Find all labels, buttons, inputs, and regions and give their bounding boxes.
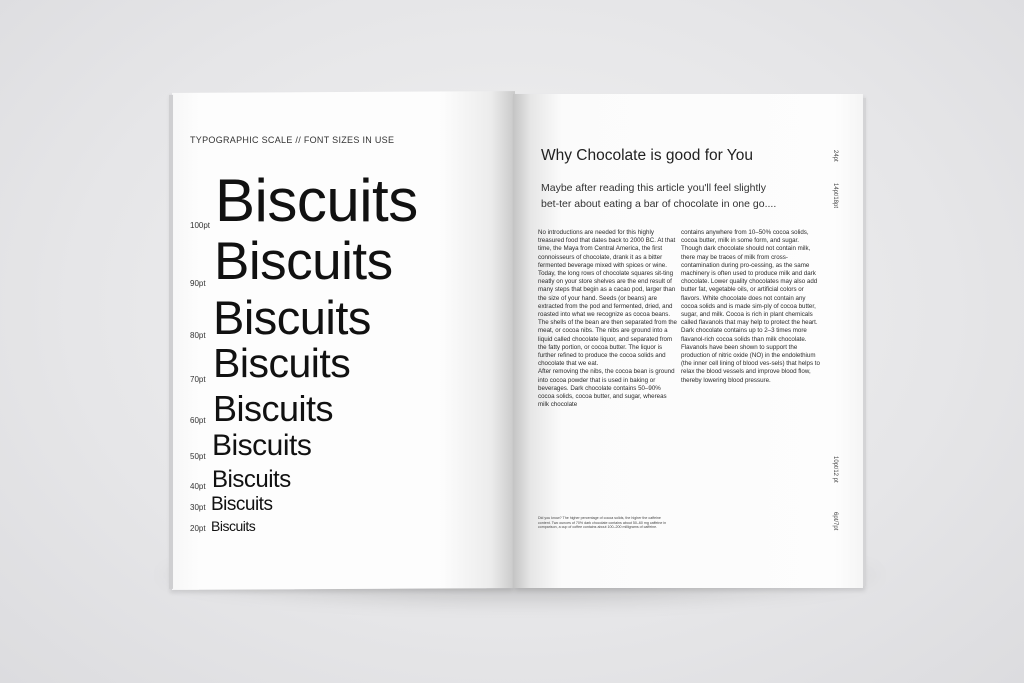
scale-label-70pt: 70pt <box>190 375 206 384</box>
scale-label-20pt: 20pt <box>190 524 206 533</box>
scale-label-90pt: 90pt <box>190 279 206 288</box>
body-paragraph-3: contains anywhere from 10–50% cocoa solids, cocoa butter, milk in some form, and sugar. Though dark chocolate should not contain milk, there may be traces of milk from cross-contamination during pro-cessing, as the same machinery is often used to produce milk and dark chocolate. Lower quality chocolates may also add butter fat, vegetable oils, or artificial colors or flavors. White chocolate does not contain any cocoa solids and is made sim-ply of cocoa butter, sugar, and milk. Cocoa is rich in plant chemicals called flavanols that may help to protect the heart. Dark chocolate contains up to 2–3 times more flavanol-rich cocoa solids than milk chocolate. Flavanols have been shown to support the production of nitric oxide (NO) in the endolethium (the inner cell lining of blood ves-sels) that helps to relax the blood vessels and improve blood flow, thereby lowering blood pressure. <box>681 229 820 384</box>
body-column-2 <box>681 229 821 385</box>
body-paragraph-2: After removing the nibs, the cocoa bean is ground into cocoa powder that is used in baking or beverages. Dark chocolate contains 50–90% cocoa solids, cocoa butter, and sugar, whereas milk chocolate <box>538 368 675 409</box>
scale-word-60pt: Biscuits <box>213 388 334 429</box>
side-label-footnote-size: 6pt/7pt <box>832 512 838 531</box>
scale-word-100pt: Biscuits <box>215 167 418 234</box>
scale-label-100pt: 100pt <box>190 221 211 230</box>
scale-word-30pt: Biscuits <box>211 494 273 515</box>
side-label-body-size: 10pt/12 pt <box>832 456 838 483</box>
scale-word-70pt: Biscuits <box>213 340 351 386</box>
scale-label-50pt: 50pt <box>190 452 206 461</box>
body-column-1 <box>538 229 678 409</box>
scale-label-60pt: 60pt <box>190 416 206 425</box>
scale-word-80pt: Biscuits <box>213 291 371 344</box>
side-label-title-size: 24pt <box>832 150 838 162</box>
scale-word-50pt: Biscuits <box>212 429 312 462</box>
scale-word-20pt: Biscuits <box>211 518 256 534</box>
footnote: Did you know? The higher percentage of cocoa solids, the higher the caffeine content. Two ounces of 70% dark chocolate contains about 50–60 mg caffeine in comparison, a cup of coffee contains about 100–200 milligrams of caffeine. <box>538 516 667 530</box>
scale-label-80pt: 80pt <box>190 331 206 340</box>
scale-label-40pt: 40pt <box>190 482 206 491</box>
page-header: TYPOGRAPHIC SCALE // FONT SIZES IN USE <box>190 135 395 145</box>
article-title: Why Chocolate is good for You <box>541 147 753 164</box>
scale-word-90pt: Biscuits <box>214 232 393 291</box>
body-paragraph-1: No introductions are needed for this highly treasured food that dates back to 2000 BC. At that time, the Maya from Central America, the first connoisseurs of chocolate, drank it as a bitter fermented beverage mixed with spices or wine. Today, the long rows of chocolate squares sit-ting neatly on your store shelves are the end result of many steps that begin as a cacao pod, larger than the size of your hand. Seeds (or beans) are extracted from the pod and fermented, dried, and roasted into what we recognize as cocoa beans. The shells of the bean are then separated from the meat, or cocoa nibs. The nibs are ground into a liquid called chocolate liquor, and separated from the fatty portion, or cocoa butter. The liquor is further refined to produce the cocoa solids and chocolate that we eat. <box>538 229 677 368</box>
scale-label-30pt: 30pt <box>190 503 206 512</box>
scale-word-40pt: Biscuits <box>212 466 291 493</box>
side-label-subtitle-size: 14pt/18pt <box>832 183 838 209</box>
article-subtitle: Maybe after reading this article you'll feel slightly bet-ter about eating a bar of chocolate in one go.... <box>541 182 777 210</box>
